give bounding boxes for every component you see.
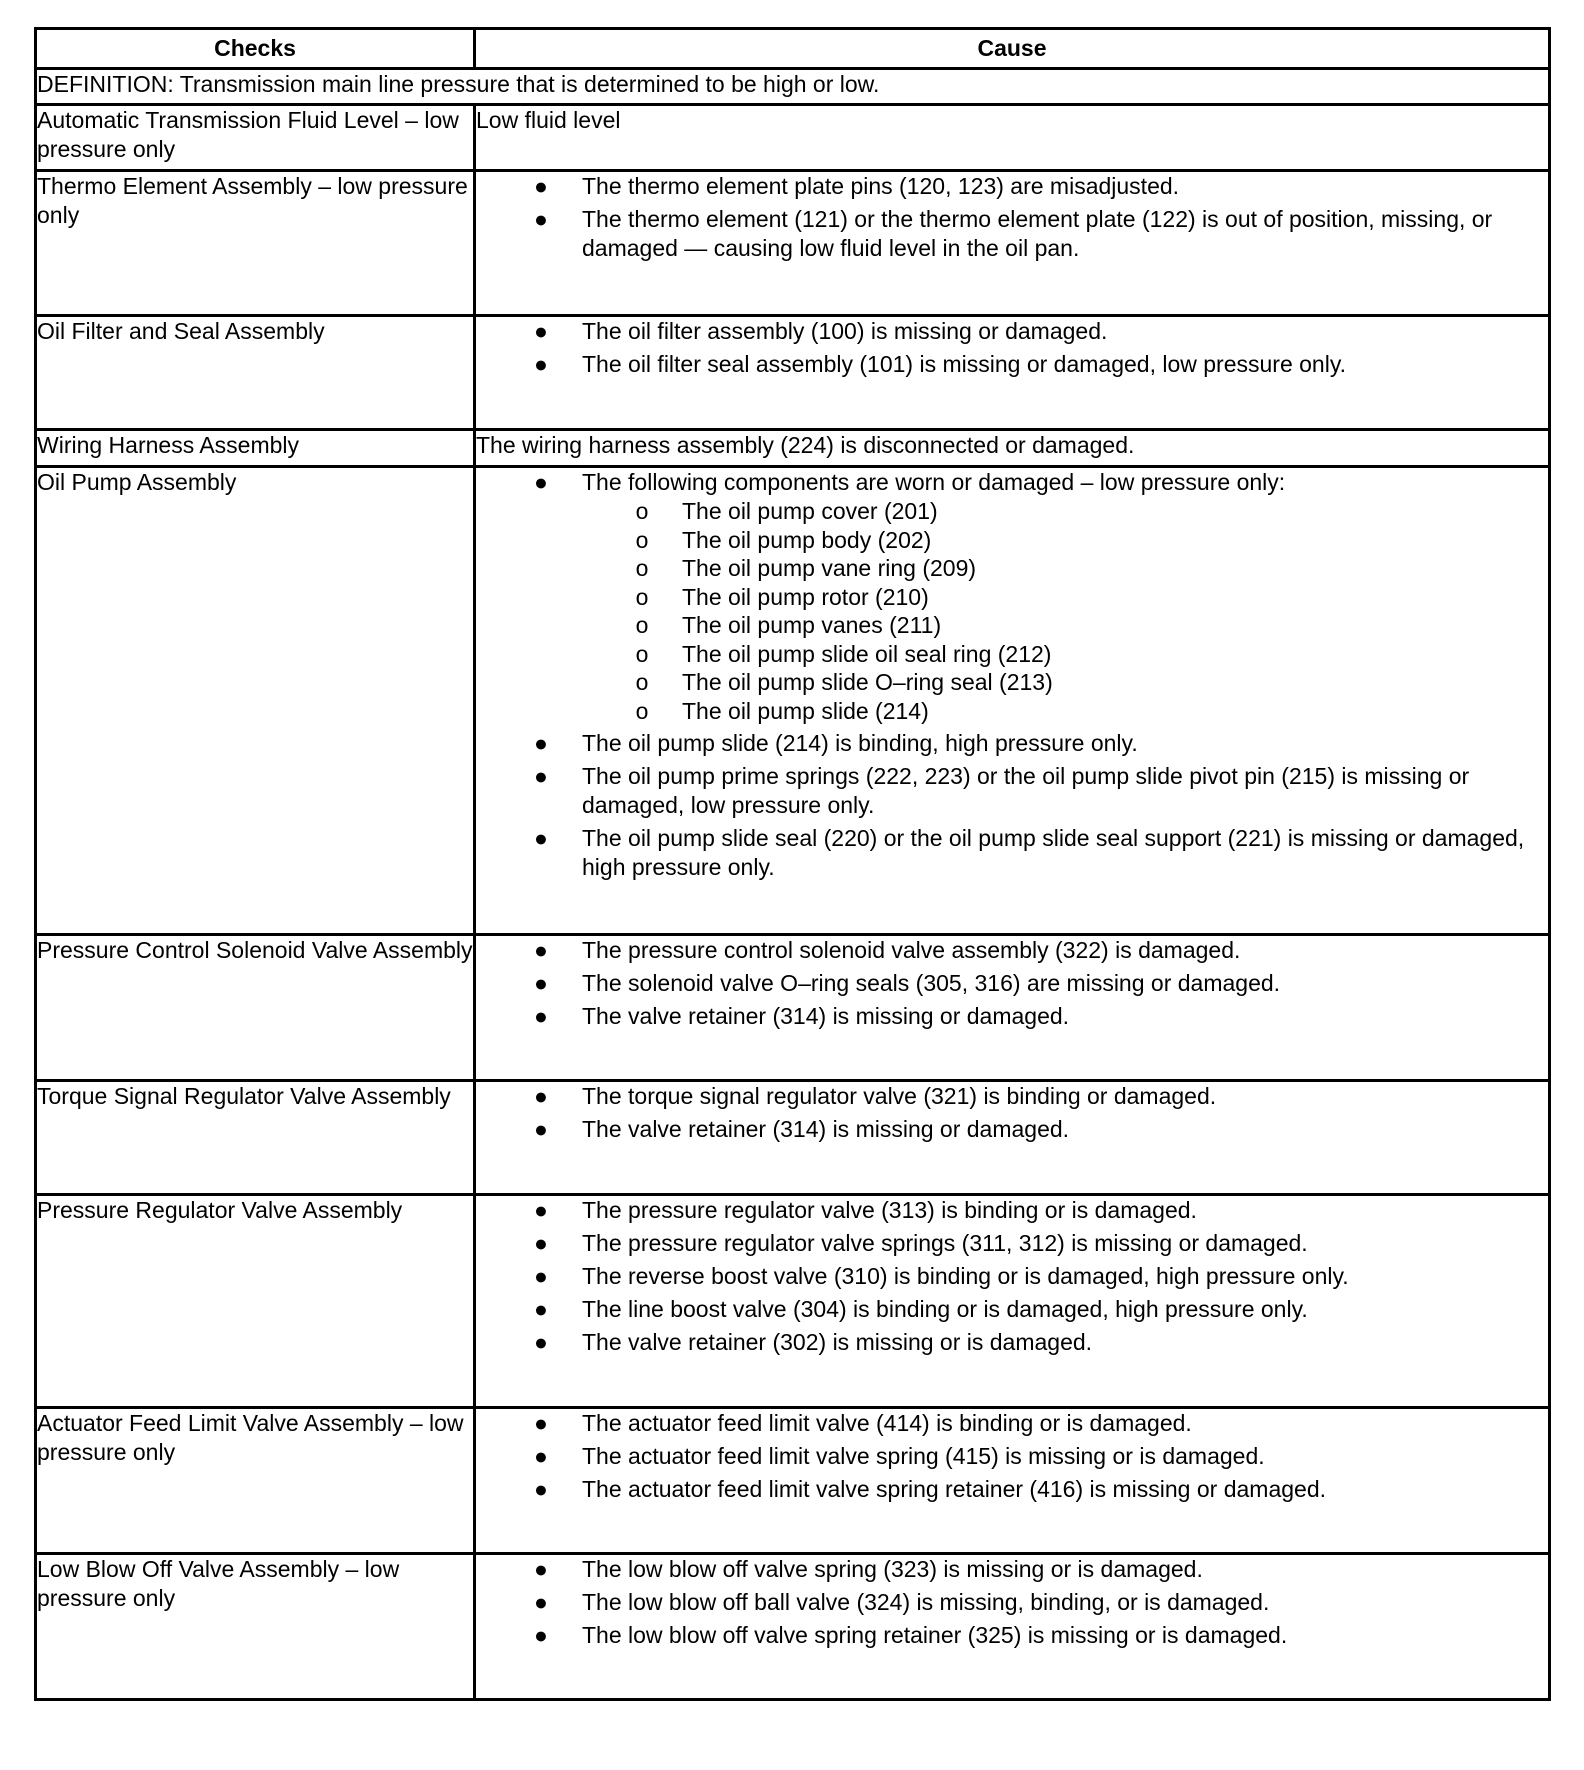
list-item: ● The following components are worn or damaged – low pressure only: o The oil pump cover (201) o The oil pump body (202) o The oil pump vane ring (209) o The oil pump rotor (210) o The oil pump vanes (211) o The oil pump slide oil seal ring (212) o The oil pump slide O–ring seal (213) o The oil pump slide (214) [476,468,1548,725]
sub-list-item: o The oil pump slide oil seal ring (212) [582,640,1548,669]
list-item: ● The pressure regulator valve (313) is binding or is damaged. [476,1196,1548,1225]
table-row [36,430,1550,467]
bullet-icon: ● [534,1329,548,1355]
list-item: ● The solenoid valve O–ring seals (305, 316) are missing or damaged. [476,969,1548,998]
list-item: ● The low blow off valve spring (323) is missing or is damaged. [476,1555,1548,1584]
list-item: ● The oil pump prime springs (222, 223) or the oil pump slide pivot pin (215) is missing or damaged, low pressure only. [476,762,1548,820]
check-cell: Pressure Control Solenoid Valve Assembly [36,935,475,1081]
bullet-icon: ● [534,1263,548,1289]
bullet-icon: ● [534,1197,548,1223]
list-item: ● The valve retainer (302) is missing or is damaged. [476,1328,1548,1357]
bullet-icon: ● [534,970,548,996]
check-cell: Thermo Element Assembly – low pressure only [36,171,475,316]
circle-bullet-icon: o [635,669,649,695]
list-item: ● The oil filter assembly (100) is missing or damaged. [476,317,1548,346]
bullet-icon: ● [534,1589,548,1615]
bullet-icon: ● [534,173,548,199]
sub-list-item: o The oil pump slide (214) [582,697,1548,726]
cause-cell [475,467,1550,935]
list-item: ● The low blow off ball valve (324) is missing, binding, or is damaged. [476,1588,1548,1617]
list-item: ● The oil filter seal assembly (101) is missing or damaged, low pressure only. [476,350,1548,379]
sub-list-item: o The oil pump body (202) [582,526,1548,555]
bullet-icon: ● [534,1410,548,1436]
cause-cell [475,1554,1550,1700]
list-item: ● The valve retainer (314) is missing or damaged. [476,1115,1548,1144]
cause-cell [475,1195,1550,1408]
bullet-icon: ● [534,351,548,377]
check-cell: Actuator Feed Limit Valve Assembly – low pressure only [36,1408,475,1554]
circle-bullet-icon: o [635,526,649,553]
bullet-icon: ● [534,1296,548,1322]
list-item: ● The pressure regulator valve springs (311, 312) is missing or damaged. [476,1229,1548,1258]
check-cell: Automatic Transmission Fluid Level – low pressure only [36,105,475,171]
bullet-icon: ● [534,825,548,851]
list-item: ● The line boost valve (304) is binding or is damaged, high pressure only. [476,1295,1548,1324]
list-item: ● The actuator feed limit valve spring (415) is missing or is damaged. [476,1442,1548,1471]
sub-list-item: o The oil pump vanes (211) [582,611,1548,640]
check-cell: Pressure Regulator Valve Assembly [36,1195,475,1408]
table-row [36,105,1550,171]
header-row [36,29,1550,69]
list-item: ● The reverse boost valve (310) is binding or is damaged, high pressure only. [476,1262,1548,1291]
bullet-icon: ● [534,318,548,344]
bullet-icon: ● [534,730,548,756]
table-row [36,1408,1550,1554]
table-row [36,171,1550,316]
cause-cell [475,935,1550,1081]
cause-cell: Low fluid level [475,105,1550,171]
list-item: ● The oil pump slide (214) is binding, high pressure only. [476,729,1548,758]
bullet-icon: ● [534,763,548,789]
bullet-icon: ● [534,1622,548,1648]
check-cell: Wiring Harness Assembly [36,430,475,467]
check-cell: Oil Filter and Seal Assembly [36,316,475,430]
definition-text: DEFINITION: Transmission main line pressure that is determined to be high or low. [36,69,1550,105]
check-cell: Oil Pump Assembly [36,467,475,935]
table-row [36,467,1550,935]
list-item: ● The thermo element (121) or the thermo element plate (122) is out of position, missing, or damaged — causing low fluid level in the oil pan. [476,205,1548,263]
table-row [36,935,1550,1081]
bullet-icon: ● [534,1003,548,1029]
bullet-icon: ● [534,206,548,232]
list-item: ● The actuator feed limit valve (414) is binding or is damaged. [476,1409,1548,1438]
table-row [36,316,1550,430]
definition-row [36,69,1550,105]
cause-cell [475,1081,1550,1195]
circle-bullet-icon: o [635,640,649,667]
cause-cell: The wiring harness assembly (224) is disconnected or damaged. [475,430,1550,467]
list-item: ● The torque signal regulator valve (321) is binding or damaged. [476,1082,1548,1111]
bullet-icon: ● [534,937,548,963]
table-row [36,1195,1550,1408]
header-checks: Checks [36,29,475,69]
diagnostic-table [34,27,1551,1701]
circle-bullet-icon: o [635,697,649,724]
bullet-icon: ● [534,1230,548,1256]
check-cell: Torque Signal Regulator Valve Assembly [36,1081,475,1195]
list-item: ● The low blow off valve spring retainer (325) is missing or is damaged. [476,1621,1548,1650]
header-cause: Cause [475,29,1550,69]
circle-bullet-icon: o [635,498,649,524]
bullet-icon: ● [534,1476,548,1502]
bullet-icon: ● [534,1443,548,1469]
cause-cell [475,316,1550,430]
sub-list [582,497,1548,725]
sub-list-item: o The oil pump cover (201) [582,497,1548,526]
bullet-icon: ● [534,1116,548,1142]
sub-list-item: o The oil pump slide O–ring seal (213) [582,668,1548,697]
bullet-icon: ● [534,469,548,495]
bullet-icon: ● [534,1556,548,1582]
cause-cell [475,1408,1550,1554]
circle-bullet-icon: o [635,555,649,581]
table-row [36,1554,1550,1700]
sub-list-item: o The oil pump rotor (210) [582,583,1548,612]
bullet-icon: ● [534,1083,548,1109]
sub-list-item: o The oil pump vane ring (209) [582,554,1548,583]
table-row [36,1081,1550,1195]
check-cell: Low Blow Off Valve Assembly – low pressure only [36,1554,475,1700]
circle-bullet-icon: o [635,612,649,638]
list-item: ● The actuator feed limit valve spring retainer (416) is missing or damaged. [476,1475,1548,1504]
list-item: ● The thermo element plate pins (120, 123) are misadjusted. [476,172,1548,201]
list-item: ● The oil pump slide seal (220) or the oil pump slide seal support (221) is missing or damaged, high pressure only. [476,824,1548,882]
circle-bullet-icon: o [635,583,649,610]
cause-cell [475,171,1550,316]
list-item: ● The valve retainer (314) is missing or damaged. [476,1002,1548,1031]
list-item: ● The pressure control solenoid valve assembly (322) is damaged. [476,936,1548,965]
